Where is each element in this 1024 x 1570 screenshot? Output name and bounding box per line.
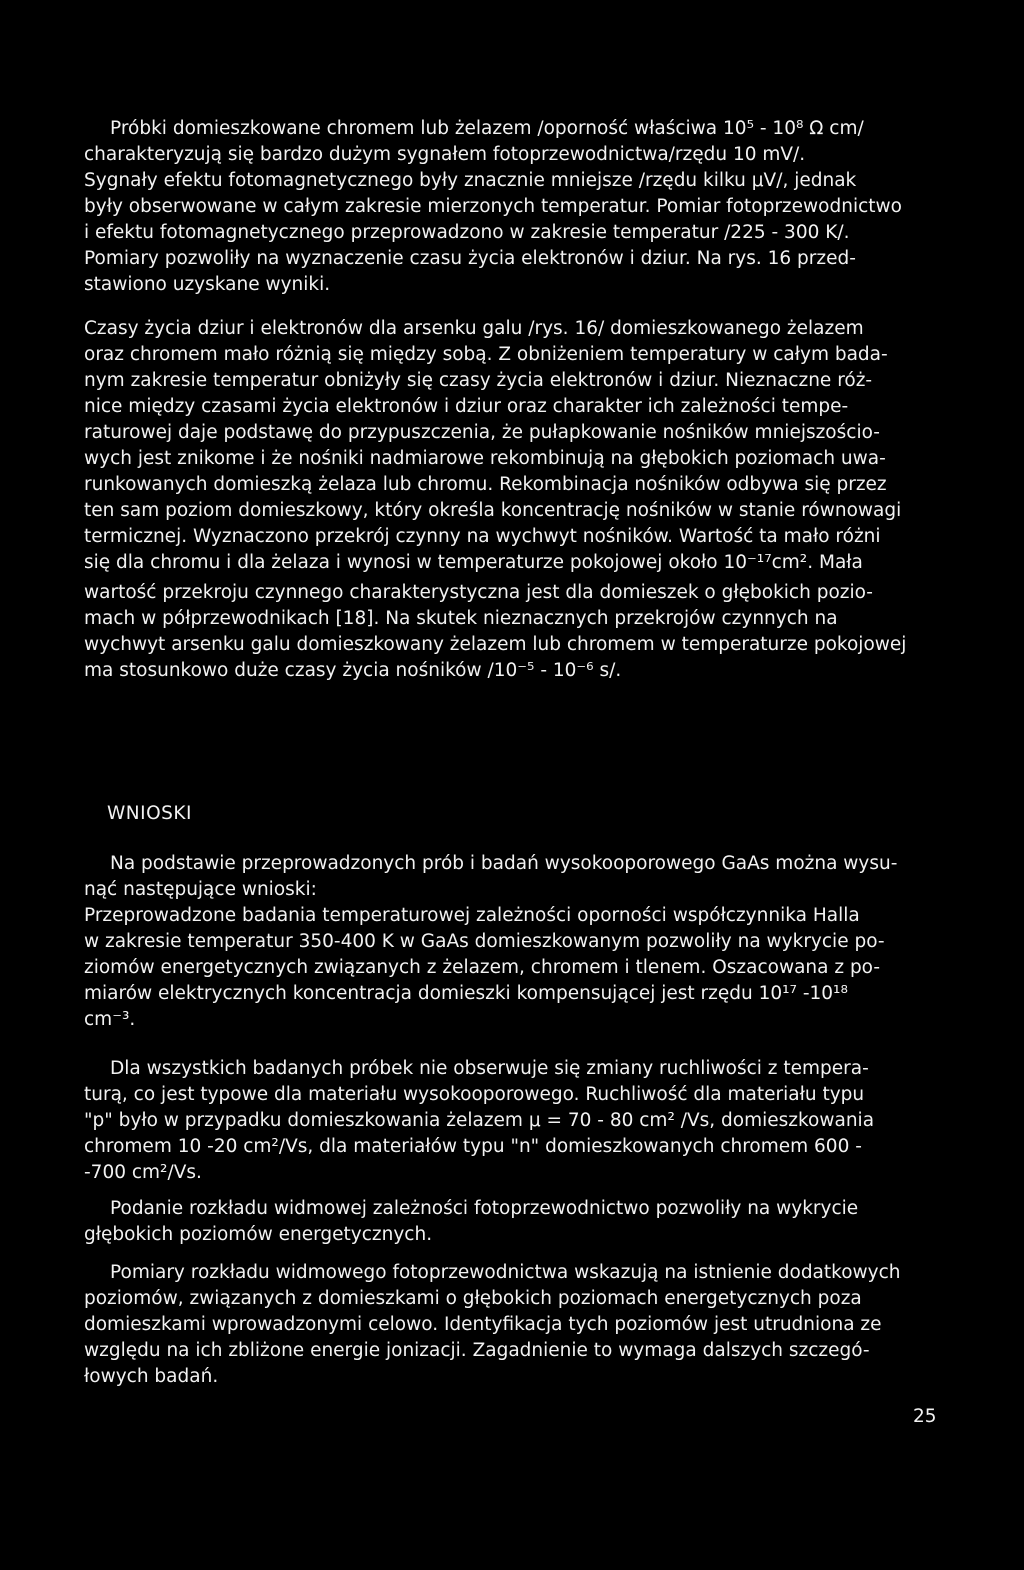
text-line: mach w półprzewodnikach [18]. Na skutek nieznacznych przekrojów czynnych na [84, 608, 838, 629]
text-line: Na podstawie przeprowadzonych prób i badań wysokooporowego GaAs można wysu- [110, 853, 898, 874]
text-line: stawiono uzyskane wyniki. [84, 274, 331, 295]
text-line: domieszkami wprowadzonymi celowo. Identyfikacja tych poziomów jest utrudniona ze [84, 1314, 882, 1335]
page-number: 25 [913, 1406, 937, 1427]
text-line: wych jest znikome i że nośniki nadmiarowe rekombinują na głębokich poziomach uwa- [84, 448, 886, 469]
text-line: -700 cm²/Vs. [84, 1162, 202, 1183]
text-line: Podanie rozkładu widmowej zależności fotoprzewodnictwo pozwoliły na wykrycie [110, 1198, 859, 1219]
text-line: względu na ich zbliżone energie jonizacji. Zagadnienie to wymaga dalszych szczegó- [84, 1340, 870, 1361]
text-line: Dla wszystkich badanych próbek nie obserwuje się zmiany ruchliwości z tempera- [110, 1058, 869, 1079]
text-line: Pomiary rozkładu widmowego fotoprzewodnictwa wskazują na istnienie dodatkowych [110, 1262, 901, 1283]
text-line: wychwyt arsenku galu domieszkowany żelazem lub chromem w temperaturze pokojowej [84, 634, 907, 655]
text-line: poziomów, związanych z domieszkami o głębokich poziomach energetycznych poza [84, 1288, 862, 1309]
text-line: miarów elektrycznych koncentracja domieszki kompensującej jest rzędu 10¹⁷ -10¹⁸ [84, 983, 848, 1004]
text-line: w zakresie temperatur 350-400 K w GaAs domieszkowanym pozwoliły na wykrycie po- [84, 931, 885, 952]
text-line: raturowej daje podstawę do przypuszczenia, że pułapkowanie nośników mniejszościo- [84, 422, 880, 443]
text-line: ma stosunkowo duże czasy życia nośników /10⁻⁵ - 10⁻⁶ s/. [84, 660, 622, 681]
text-line: runkowanych domieszką żelaza lub chromu. Rekombinacja nośników odbywa się przez [84, 474, 887, 495]
text-line: termicznej. Wyznaczono przekrój czynny na wychwyt nośników. Wartość ta mało różni [84, 526, 881, 547]
text-line: nąć następujące wnioski: [84, 879, 317, 900]
text-line: ten sam poziom domieszkowy, który określa koncentrację nośników w stanie równowagi [84, 500, 902, 521]
text-line: cm⁻³. [84, 1009, 136, 1030]
text-line: łowych badań. [84, 1366, 219, 1387]
text-line: nice między czasami życia elektronów i dziur oraz charakter ich zależności tempe- [84, 396, 849, 417]
text-line: ziomów energetycznych związanych z żelazem, chromem i tlenem. Oszacowana z po- [84, 957, 881, 978]
text-line: Sygnały efektu fotomagnetycznego były znacznie mniejsze /rzędu kilku μV/, jednak [84, 170, 857, 191]
text-line: "p" było w przypadku domieszkowania żelazem μ = 70 - 80 cm² /Vs, domieszkowania [84, 1110, 875, 1131]
text-line: charakteryzują się bardzo dużym sygnałem fotoprzewodnictwa/rzędu 10 mV/. [84, 144, 806, 165]
text-line: wartość przekroju czynnego charakterystyczna jest dla domieszek o głębokich pozio- [84, 582, 873, 603]
text-line: były obserwowane w całym zakresie mierzonych temperatur. Pomiar fotoprzewodnictwo [84, 196, 902, 217]
text-line: głębokich poziomów energetycznych. [84, 1224, 433, 1245]
text-line: Próbki domieszkowane chromem lub żelazem /oporność właściwa 10⁵ - 10⁸ Ω cm/ [110, 118, 864, 139]
text-line: Pomiary pozwoliły na wyznaczenie czasu życia elektronów i dziur. Na rys. 16 przed- [84, 248, 856, 269]
text-line: chromem 10 -20 cm²/Vs, dla materiałów typu "n" domieszkowanych chromem 600 - [84, 1136, 862, 1157]
text-line: się dla chromu i dla żelaza i wynosi w temperaturze pokojowej około 10⁻¹⁷cm². Mała [84, 552, 863, 573]
text-line: i efektu fotomagnetycznego przeprowadzono w zakresie temperatur /225 - 300 K/. [84, 222, 850, 243]
text-line: nym zakresie temperatur obniżyły się czasy życia elektronów i dziur. Nieznaczne róż- [84, 370, 873, 391]
text-line: Przeprowadzone badania temperaturowej zależności oporności współczynnika Halla [84, 905, 860, 926]
text-line: turą, co jest typowe dla materiału wysokooporowego. Ruchliwość dla materiału typu [84, 1084, 865, 1105]
section-heading: WNIOSKI [107, 803, 192, 824]
text-line: oraz chromem mało różnią się między sobą. Z obniżeniem temperatury w całym bada- [84, 344, 888, 365]
text-line: Czasy życia dziur i elektronów dla arsenku galu /rys. 16/ domieszkowanego żelazem [84, 318, 864, 339]
